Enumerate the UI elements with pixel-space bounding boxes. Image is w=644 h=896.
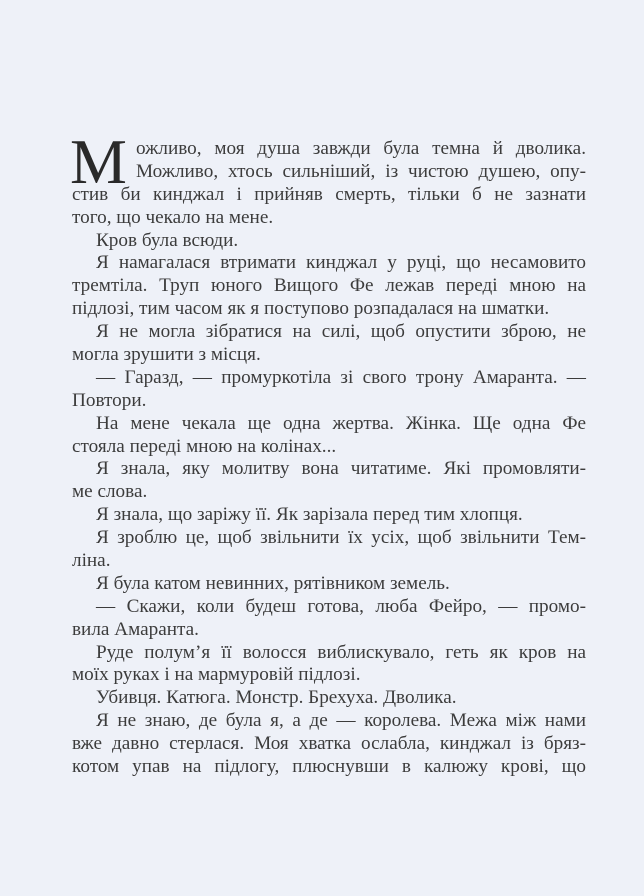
paragraph bbox=[72, 252, 586, 321]
text-line bbox=[72, 458, 586, 481]
text-line bbox=[72, 481, 586, 504]
text-line bbox=[72, 733, 586, 756]
paragraph bbox=[72, 413, 586, 459]
text-line-content: стояла переді мною на колінах... bbox=[72, 435, 337, 457]
paragraph bbox=[72, 596, 586, 642]
text-line bbox=[72, 367, 586, 390]
paragraph bbox=[72, 573, 586, 596]
text-line bbox=[72, 230, 586, 253]
text-line-content: котом упав на підлогу, плюснувши в калюжу крові, що bbox=[72, 756, 586, 778]
text-line bbox=[72, 184, 586, 207]
text-line bbox=[72, 527, 586, 550]
text-line bbox=[72, 207, 586, 230]
text-line-content: — Скажи, коли будеш готова, люба Фейро, — промо- bbox=[96, 595, 586, 617]
text-line-content: Я знала, яку молитву вона читатиме. Які промовляти- bbox=[96, 458, 586, 480]
text-line bbox=[72, 252, 586, 275]
text-line-content: ліна. bbox=[72, 550, 111, 572]
text-line bbox=[72, 413, 586, 436]
text-line-content: Я була катом невинних, рятівником земель. bbox=[96, 572, 450, 594]
text-line bbox=[72, 298, 586, 321]
text-line-content: ме слова. bbox=[72, 481, 148, 503]
text-line-content: ожливо, моя душа завжди була темна й дволика. bbox=[136, 138, 586, 159]
text-line bbox=[72, 504, 586, 527]
text-line-content: — Гаразд, — промуркотіла зі свого трону Амаранта. — bbox=[96, 366, 586, 388]
text-line bbox=[72, 664, 586, 687]
text-line bbox=[72, 687, 586, 710]
text-line bbox=[72, 710, 586, 733]
paragraph bbox=[72, 687, 586, 710]
paragraph bbox=[72, 504, 586, 527]
text-line-content: Я знала, що заріжу її. Як зарізала перед тим хлопця. bbox=[96, 504, 523, 526]
drop-cap: М bbox=[70, 126, 127, 197]
paragraph bbox=[72, 230, 586, 253]
text-line bbox=[72, 321, 586, 344]
text-line-content: вже давно стерлася. Моя хватка ослабла, кинджал із бряз- bbox=[72, 733, 586, 755]
paragraph bbox=[72, 367, 586, 413]
text-line bbox=[72, 596, 586, 619]
text-line-content: могла зрушити з місця. bbox=[72, 344, 261, 366]
text-line-content: Я намагалася втримати кинджал у руці, що несамовито bbox=[96, 252, 586, 274]
text-line bbox=[72, 344, 586, 367]
text-line bbox=[72, 619, 586, 642]
book-page-text bbox=[70, 126, 586, 779]
text-line-content: Можливо, хтось сильніший, із чистою душею, опу- bbox=[136, 160, 586, 182]
text-line-content: тремтіла. Труп юного Вищого Фе лежав переді мною на bbox=[72, 275, 586, 297]
paragraph bbox=[70, 126, 586, 230]
text-line-content: Я не могла зібратися на силі, щоб опустити зброю, не bbox=[96, 321, 586, 343]
text-line-content: того, що чекало на мене. bbox=[72, 206, 274, 228]
text-line-content: Я не знаю, де була я, а де — королева. Межа між нами bbox=[96, 710, 586, 732]
text-line bbox=[72, 642, 586, 665]
paragraph bbox=[72, 321, 586, 367]
paragraph bbox=[72, 527, 586, 573]
text-line bbox=[72, 275, 586, 298]
paragraph bbox=[72, 642, 586, 688]
text-line-content: моїх руках і на мармуровій підлозі. bbox=[72, 664, 361, 686]
text-line bbox=[72, 756, 586, 779]
text-line-content: Я зроблю це, щоб звільнити їх усіх, щоб звільнити Тем- bbox=[96, 527, 586, 549]
paragraph bbox=[72, 710, 586, 779]
text-line-content: стив би кинджал і прийняв смерть, тільки б не зазнати bbox=[72, 183, 586, 205]
text-line-content: Руде полум’я її волосся виблискувало, геть як кров на bbox=[96, 641, 586, 663]
text-line-content: Кров була всюди. bbox=[96, 229, 239, 251]
text-line bbox=[72, 436, 586, 459]
text-line-content: Убивця. Катюга. Монстр. Брехуха. Дволика. bbox=[96, 687, 457, 709]
text-line-content: вила Амаранта. bbox=[72, 618, 199, 640]
text-line bbox=[72, 161, 586, 184]
text-line-content: Повтори. bbox=[72, 389, 147, 411]
text-line bbox=[72, 390, 586, 413]
text-line bbox=[72, 573, 586, 596]
text-line-content: підлозі, тим часом як я поступово розпадалася на шматки. bbox=[72, 298, 550, 320]
text-line bbox=[72, 550, 586, 573]
paragraph bbox=[72, 458, 586, 504]
text-line-content: На мене чекала ще одна жертва. Жінка. Ще одна Фе bbox=[96, 412, 586, 434]
